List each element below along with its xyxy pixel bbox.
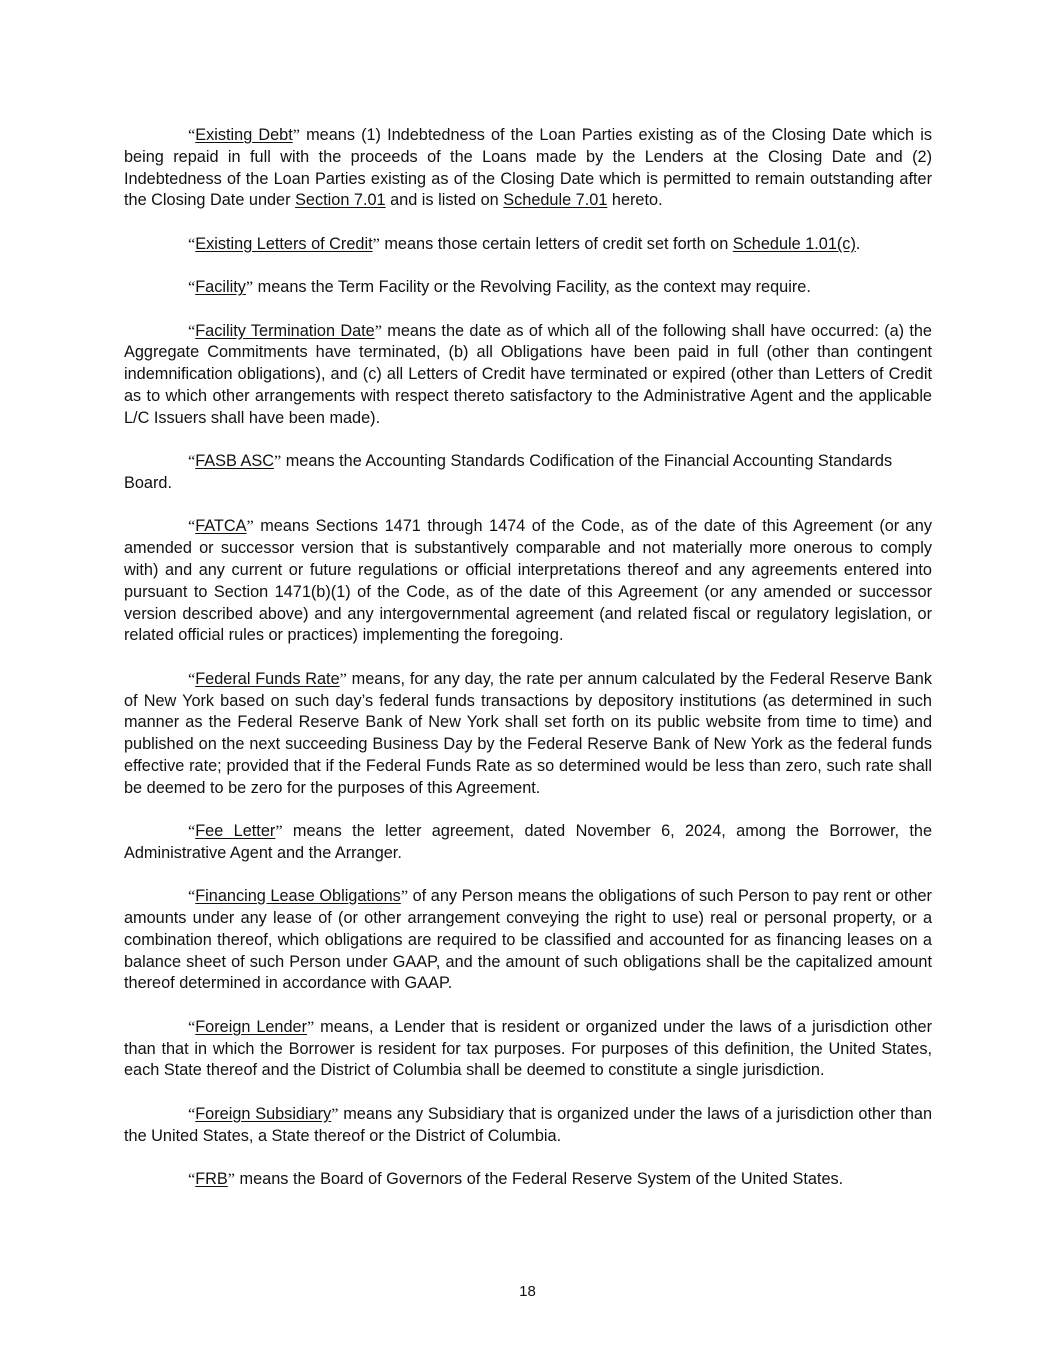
definition-text: means the Board of Governors of the Federal Reserve System of the United States.	[235, 1170, 844, 1189]
close-quote: ”	[227, 1169, 236, 1189]
definition-text: means, a Lender that is resident or organized under the laws of a jurisdiction other than that in which the Borrower is resident for tax purposes. For purposes of this definition, the United States, each State thereof and the District of Columbia shall be deemed to constitute a single jurisdiction.	[124, 1017, 932, 1080]
open-quote: “	[188, 821, 196, 841]
definition-financing-lease-obligations	[124, 885, 932, 995]
definition-text: means the Accounting Standards Codification of the Financial Accounting Standards Board.	[124, 452, 893, 492]
close-quote: ”	[275, 821, 283, 841]
definition-frb	[124, 1168, 932, 1191]
definition-text: means the letter agreement, dated November 6, 2024, among the Borrower, the Administrative Agent and the Arranger.	[124, 822, 932, 862]
definition-fasb-asc	[124, 450, 932, 495]
definition-facility-termination-date	[124, 320, 932, 430]
definition-text: means any Subsidiary that is organized under the laws of a jurisdiction other than the United States, a State thereof or the District of Columbia.	[124, 1104, 933, 1145]
schedule-reference: Schedule 7.01	[503, 191, 608, 210]
definition-existing-debt	[124, 124, 932, 212]
definition-text: .	[855, 234, 861, 253]
defined-term: Foreign Lender	[195, 1017, 308, 1036]
open-quote: “	[188, 668, 196, 688]
defined-term: FRB	[195, 1170, 228, 1189]
defined-term: Fee Letter	[195, 822, 276, 841]
defined-term: FATCA	[195, 517, 247, 536]
close-quote: ”	[331, 1103, 339, 1123]
open-quote: “	[188, 233, 196, 253]
section-reference: Section 7.01	[295, 191, 386, 210]
open-quote: “	[188, 320, 196, 340]
definition-fee-letter	[124, 820, 932, 865]
open-quote: “	[188, 451, 196, 471]
definition-facility	[124, 276, 932, 299]
close-quote: ”	[307, 1016, 315, 1036]
close-quote: ”	[292, 125, 300, 144]
definition-fatca	[124, 515, 932, 647]
definition-text: means Sections 1471 through 1474 of the Code, as of the date of this Agreement (or any amended or successor version that is substantively comparable and not materially more onerous to comply with) and any current or future regulations or official interpretations thereof and any agreements entered into pursuant to Section 1471(b)(1) of the Code, as of the date of this Agreement (or any amended or successor version described above) and any intergovernmental agreement (and related fiscal or regulatory legislation, or related official rules or practices) implementing the foregoing.	[124, 517, 932, 645]
close-quote: ”	[273, 451, 282, 471]
definition-text: means (1) Indebtedness of the Loan Parties existing as of the Closing Date which is being repaid in full with the proceeds of the Loans made by the Lenders at the Closing Date and (2) Indebtedness of the Loan Parties existing as of the Closing Date which is permitted to remain outstanding after the Closing Date under	[124, 126, 932, 210]
close-quote: ”	[400, 886, 409, 906]
definitions-section	[124, 124, 932, 1211]
defined-term: Facility Termination Date	[195, 321, 375, 340]
defined-term: Existing Letters of Credit	[195, 234, 373, 253]
close-quote: ”	[339, 668, 347, 688]
close-quote: ”	[374, 320, 382, 340]
defined-term: Federal Funds Rate	[195, 669, 340, 688]
close-quote: ”	[245, 277, 254, 297]
open-quote: “	[188, 516, 196, 536]
open-quote: “	[188, 1169, 196, 1189]
definition-text: of any Person means the obligations of such Person to pay rent or other amounts under any lease of (or other arrangement conveying the right to use) real or personal property, or a combination thereof, which obligations are required to be classified and accounted for as financing leases on a balance sheet of such Person under GAAP, and the amount of such obligations shall be the capitalized amount thereof determined in accordance with GAAP.	[124, 887, 932, 993]
definition-existing-letters-of-credit	[124, 233, 932, 256]
definition-federal-funds-rate	[124, 668, 932, 800]
open-quote: “	[188, 125, 196, 144]
defined-term: Financing Lease Obligations	[195, 887, 401, 906]
close-quote: ”	[372, 233, 380, 253]
defined-term: Foreign Subsidiary	[195, 1104, 332, 1123]
defined-term: FASB ASC	[195, 452, 274, 471]
open-quote: “	[188, 277, 196, 297]
definition-text: means, for any day, the rate per annum calculated by the Federal Reserve Bank of New York based on such day’s federal funds transactions by depository institutions (as determined in such manner as the Federal Reserve Bank of New York shall set forth on its public website from time to time) and published on the next succeeding Business Day by the Federal Reserve Bank of New York as the federal funds effective rate; provided that if the Federal Funds Rate as so determined would be less than zero, such rate shall be deemed to be zero for the purposes of this Agreement.	[124, 669, 932, 797]
open-quote: “	[188, 886, 196, 906]
page-number: 18	[519, 1283, 536, 1300]
definition-foreign-lender	[124, 1016, 932, 1082]
close-quote: ”	[246, 516, 254, 536]
defined-term: Facility	[195, 278, 246, 297]
definition-foreign-subsidiary	[124, 1103, 932, 1148]
definition-text: hereto.	[607, 191, 663, 210]
open-quote: “	[188, 1103, 196, 1123]
definition-text: means those certain letters of credit set forth on	[379, 234, 733, 253]
defined-term: Existing Debt	[195, 126, 293, 144]
definition-text: means the Term Facility or the Revolving Facility, as the context may require.	[253, 278, 811, 297]
open-quote: “	[188, 1016, 196, 1036]
definition-text: means the date as of which all of the following shall have occurred: (a) the Aggregate Commitments have terminated, (b) all Obligations have been paid in full (other than contingent indemnification obligations), and (c) all Letters of Credit have terminated or expired (other than Letters of Credit as to which other arrangements with respect thereto satisfactory to the Administrative Agent and the applicable L/C Issuers shall have been made).	[124, 321, 932, 427]
definition-text: and is listed on	[385, 191, 504, 210]
schedule-reference: Schedule 1.01(c)	[732, 234, 856, 253]
